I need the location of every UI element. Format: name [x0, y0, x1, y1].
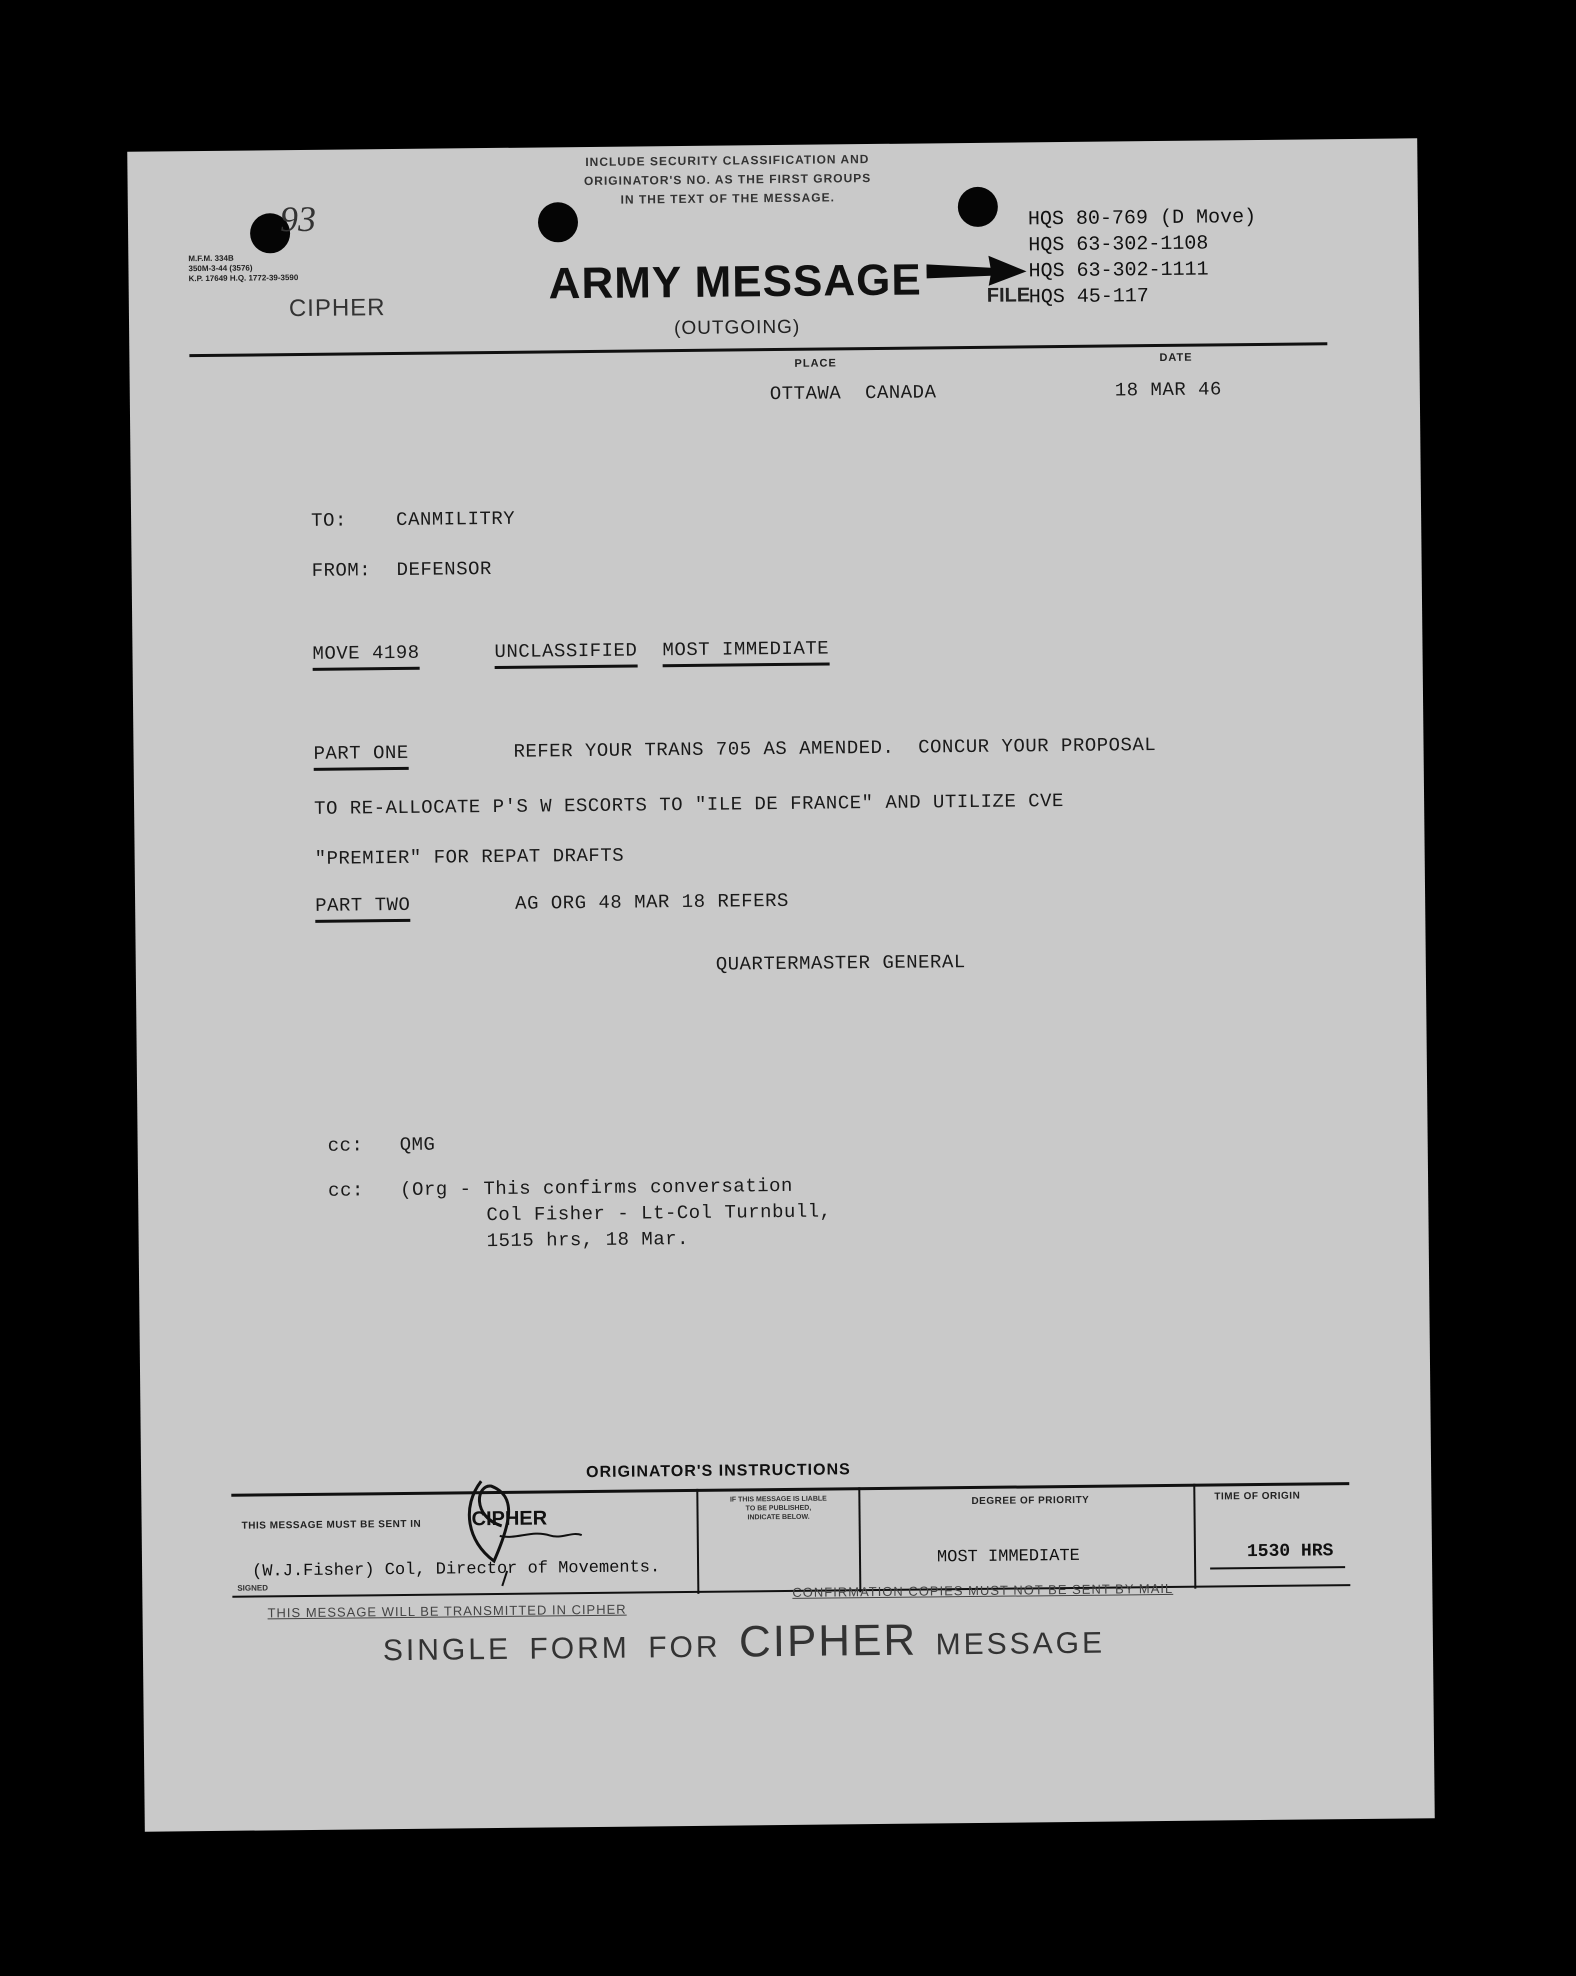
signed-label: SIGNED [237, 1583, 269, 1593]
message-classification: UNCLASSIFIED [494, 639, 637, 668]
header-divider [189, 342, 1327, 357]
date-label: DATE [1159, 351, 1193, 365]
priority-value: MOST IMMEDIATE [936, 1546, 1080, 1568]
handwritten-mark: 93 [279, 198, 317, 240]
time-label: TIME OF ORIGIN [1214, 1490, 1301, 1503]
time-value: 1530 HRS [1246, 1541, 1334, 1563]
classification-label: CIPHER [288, 294, 386, 323]
cc-label: cc: [328, 1179, 364, 1202]
place-value: OTTAWA CANADA [769, 381, 937, 406]
file-ref: HQS 63-302-1108 [1028, 232, 1209, 258]
cc-line: (Org - This confirms conversation [400, 1174, 793, 1201]
cc-line: 1515 hrs, 18 Mar. [486, 1227, 690, 1253]
file-references [1028, 205, 1257, 311]
part-one-line: "PREMIER" FOR REPAT DRAFTS [314, 844, 625, 870]
cc-line: QMG [399, 1133, 436, 1157]
place-label: PLACE [794, 357, 837, 370]
transmit-note: THIS MESSAGE WILL BE TRANSMITTED IN CIPHER [267, 1601, 627, 1621]
to-label: TO: [310, 509, 347, 532]
sent-in-value: CIPHER [471, 1507, 548, 1531]
part-one-line: REFER YOUR TRANS 705 AS AMENDED. CONCUR YOUR PROPOSAL [513, 734, 1157, 763]
sent-in-label: THIS MESSAGE MUST BE SENT IN [241, 1518, 422, 1532]
header-instructions: INCLUDE SECURITY CLASSIFICATION AND ORIGINATOR'S NO. AS THE FIRST GROUPS IN THE TEXT OF THE MESSAGE. [583, 152, 872, 207]
page-subtitle: (OUTGOING) [674, 316, 801, 340]
from-label: FROM: [311, 559, 372, 582]
file-ref: HQS 45-117 [1028, 285, 1149, 310]
part-one-label: PART ONE [313, 742, 409, 771]
footer-form-title: SINGLE FORM FOR CIPHER MESSAGE [382, 1615, 1106, 1668]
from-value: DEFENSOR [396, 558, 492, 582]
signature-block: QUARTERMASTER GENERAL [715, 951, 966, 976]
date-value: 18 MAR 46 [1114, 378, 1223, 402]
punch-hole [958, 187, 998, 227]
column-divider [1193, 1484, 1196, 1589]
to-value: CANMILITRY [395, 507, 516, 532]
message-number: MOVE 4198 [312, 642, 419, 671]
file-ref: HQS 63-302-1111 [1028, 258, 1209, 284]
file-label: FILE [986, 284, 1031, 307]
part-two-text: AG ORG 48 MAR 18 REFERS [515, 889, 789, 915]
page-title: ARMY MESSAGE [548, 255, 922, 309]
column-divider [696, 1489, 699, 1594]
signer-line: (W.J.Fisher) Col, Director of Movements. [252, 1558, 661, 1582]
publish-note: IF THIS MESSAGE IS LIABLE TO BE PUBLISHED, INDICATE BELOW. [729, 1495, 827, 1522]
file-ref: HQS 80-769 (D Move) [1027, 205, 1257, 232]
part-one-line: TO RE-ALLOCATE P'S W ESCORTS TO "ILE DE FRANCE" AND UTILIZE CVE [314, 790, 1065, 820]
originator-heading: ORIGINATOR'S INSTRUCTIONS [586, 1461, 851, 1482]
priority-label: DEGREE OF PRIORITY [971, 1494, 1090, 1508]
column-divider [858, 1487, 861, 1592]
part-two-label: PART TWO [315, 894, 411, 923]
message-form-sheet [127, 138, 1435, 1831]
form-codes: M.F.M. 334B 350M-3-44 (3576) K.P. 17649 H.Q. 1772-39-3590 [188, 253, 299, 284]
confirm-note: CONFIRMATION COPIES MUST NOT BE SENT BY MAIL [792, 1580, 1174, 1600]
cc-label: cc: [327, 1134, 364, 1157]
message-priority: MOST IMMEDIATE [662, 637, 829, 667]
time-underline [1210, 1566, 1345, 1569]
cc-line: Col Fisher - Lt-Col Turnbull, [486, 1200, 832, 1227]
